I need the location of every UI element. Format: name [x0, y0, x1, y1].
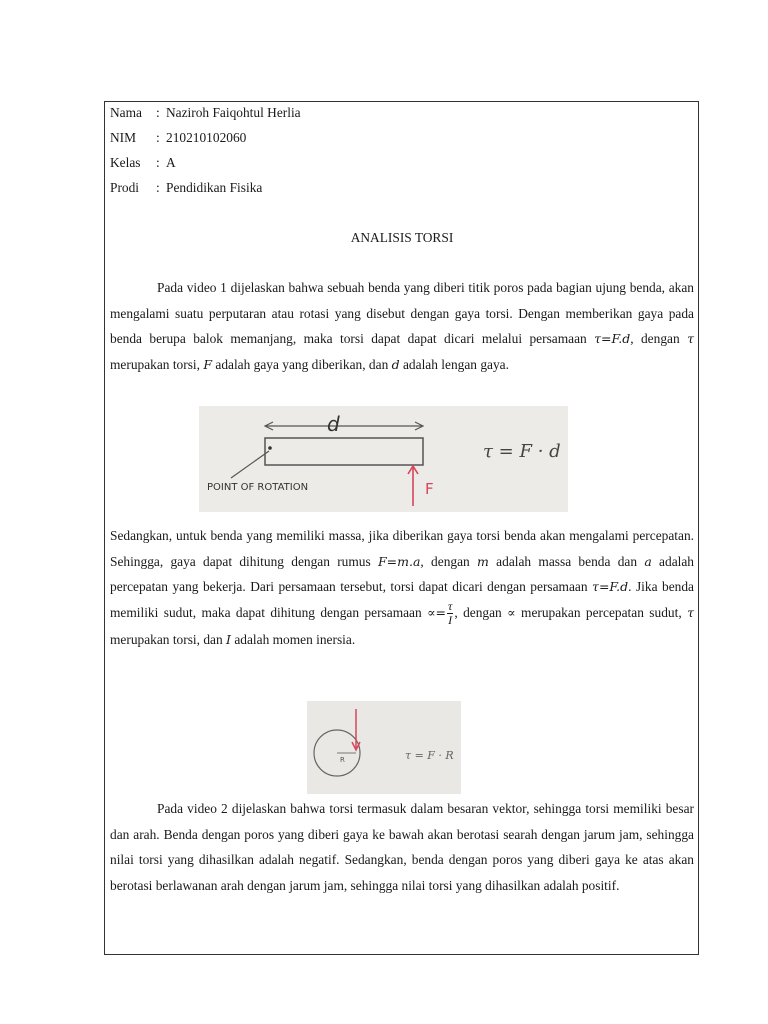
student-name-row	[110, 103, 301, 123]
label-d: d	[327, 412, 340, 436]
formula-tau-fd: τ = F · d	[483, 441, 561, 462]
equation-torque: τ=F.d	[592, 579, 629, 594]
equation-alpha-lhs: ∝=	[427, 604, 447, 620]
paragraph-2	[110, 523, 694, 652]
symbol-f: F	[203, 356, 213, 372]
figure-lever-arm	[199, 406, 568, 512]
figure-wheel-torque	[307, 701, 461, 794]
paragraph-1-text: Pada video 1 dijelaskan bahwa sebuah benda yang diberi titik poros pada bagian ujung benda, akan mengalami suatu perputaran atau rotasi yang disebut dengan gaya torsi. Dengan memberikan gaya pada benda berupa balok memanjang, maka torsi dapat dapat dicari melalui persamaan	[110, 280, 694, 346]
symbol-m: m	[477, 553, 489, 569]
paragraph-2-text: , dengan	[420, 553, 478, 569]
label-r: R	[340, 756, 345, 764]
formula-tau-fr: τ = F · R	[405, 749, 454, 762]
figure-background	[307, 701, 461, 794]
fraction-numerator: τ	[448, 598, 453, 613]
paragraph-1-text: merupakan torsi,	[110, 356, 204, 372]
paragraph-2-text: Sedangkan, untuk benda yang memiliki massa, jika diberikan gaya torsi benda akan mengalami percepatan. Sehingga, gaya dapat dihitung dengan rumus	[110, 528, 694, 569]
class-value: A	[166, 155, 176, 170]
paragraph-2-text: merupakan torsi, dan	[110, 631, 227, 647]
symbol-tau: τ	[687, 604, 694, 620]
symbol-a: a	[644, 553, 652, 569]
class-colon: :	[156, 155, 160, 170]
label-f: F	[425, 480, 434, 498]
nim-value: 210210102060	[166, 130, 247, 145]
paragraph-2-text: . Jika benda memiliki sudut, maka dapat dihitung dengan persamaan	[110, 579, 694, 620]
nim-label: NIM	[110, 130, 137, 145]
student-prodi-row	[110, 178, 262, 198]
name-label: Nama	[110, 105, 142, 120]
figure-lever-arm-drawing	[199, 406, 568, 512]
equation-torque: τ=F.d	[594, 331, 631, 346]
prodi-label: Prodi	[110, 180, 140, 195]
symbol-tau: τ	[687, 331, 694, 346]
paragraph-2-text: merupakan percepatan sudut,	[515, 604, 688, 620]
paragraph-1-text: adalah gaya yang diberikan, dan	[212, 356, 392, 372]
document-title: ANALISIS TORSI	[350, 230, 454, 245]
paragraph-2-text: adalah massa benda dan	[488, 553, 645, 569]
paragraph-2-text: adalah momen inersia.	[230, 631, 356, 647]
pivot-dot	[268, 446, 272, 450]
student-class-row	[110, 153, 176, 173]
paragraph-2-text: adalah percepatan yang bekerja. Dari persamaan tersebut, torsi dapat dicari dengan persamaan	[110, 553, 694, 594]
paragraph-3	[110, 796, 694, 898]
label-point-of-rotation: POINT OF ROTATION	[207, 482, 309, 493]
paragraph-1-text: adalah lengan gaya.	[399, 356, 509, 372]
student-nim-row	[110, 128, 246, 148]
name-value: Naziroh Faiqohtul Herlia	[166, 105, 301, 120]
name-colon: :	[156, 105, 160, 120]
equation-alpha-fraction	[447, 600, 453, 627]
figure-wheel-torque-drawing	[307, 701, 461, 794]
nim-colon: :	[156, 130, 160, 145]
symbol-alpha: ∝	[507, 604, 516, 620]
paragraph-1	[110, 275, 694, 377]
fraction-denominator: I	[448, 612, 453, 627]
paragraph-3-text: Pada video 2 dijelaskan bahwa torsi termasuk dalam besaran vektor, sehingga torsi memiliki besar dan arah. Benda dengan poros yang diberi gaya ke bawah akan berotasi searah dengan jarum jam, sehingga nilai torsi yang dihasilkan adalah negatif. Sedangkan, benda dengan poros yang diberi gaya ke atas akan berotasi berlawanan arah dengan jarum jam, sehingga nilai torsi yang dihasilkan adalah positif.	[110, 801, 694, 893]
equation-force: F=m.a	[377, 553, 421, 569]
prodi-colon: :	[156, 180, 160, 195]
symbol-i: I	[226, 631, 231, 647]
class-label: Kelas	[110, 155, 141, 170]
prodi-value: Pendidikan Fisika	[166, 180, 263, 195]
symbol-d: d	[391, 356, 400, 372]
paragraph-1-text: , dengan	[630, 331, 688, 346]
paragraph-2-text: , dengan	[454, 604, 508, 620]
